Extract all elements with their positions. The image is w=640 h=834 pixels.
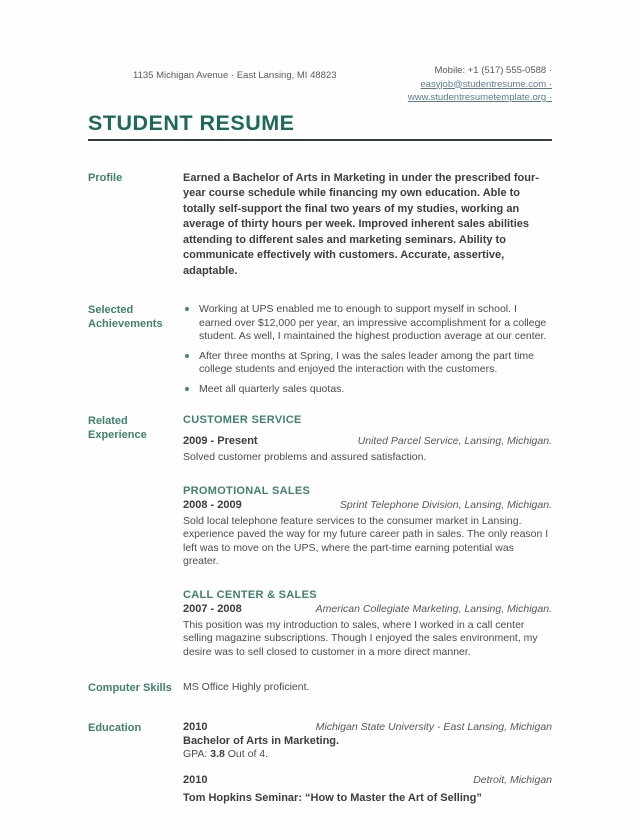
page-header xyxy=(88,64,552,105)
list-item xyxy=(183,350,552,377)
education-location: Detroit, Michigan xyxy=(473,774,552,786)
job-heading: CALL CENTER & SALES xyxy=(183,588,317,601)
title-divider xyxy=(88,139,552,141)
education-entries xyxy=(183,721,552,804)
profile-label: Profile xyxy=(88,171,123,184)
job-location: American Collegiate Marketing, Lansing, Michigan. xyxy=(315,602,552,615)
achievements-label: Selected Achievements xyxy=(88,304,163,330)
section-experience xyxy=(88,414,552,465)
computer-skills-label: Computer Skills xyxy=(88,682,172,694)
education-gpa xyxy=(183,748,552,760)
job-heading: PROMOTIONAL SALES xyxy=(183,484,311,497)
achievements-list xyxy=(183,303,552,402)
job-entry xyxy=(183,589,552,660)
address-line: 1135 Michigan Avenue · East Lansing, MI 48823 xyxy=(133,70,337,81)
gpa-suffix: Out of 4. xyxy=(224,748,269,760)
contact-block xyxy=(408,64,552,105)
section-education xyxy=(88,721,552,804)
education-degree: Bachelor of Arts in Marketing. xyxy=(183,735,340,747)
education-degree: Tom Hopkins Seminar: “How to Master the Art of Selling” xyxy=(183,792,482,804)
education-entry xyxy=(183,721,552,760)
job-date-row xyxy=(183,499,552,511)
education-year: 2010 xyxy=(183,721,208,733)
section-achievements xyxy=(88,303,552,402)
profile-text: Earned a Bachelor of Arts in Marketing in under the prescribed four-year course schedule while financing my own education. Able to totally self-support the final two years of my studies, working an average of thirty hours per week. Improved inherent sales abilities attending to different sales and marketing seminars. Ability to communicate effectively with customers. Accurate, assertive, adaptable. xyxy=(183,171,539,277)
achievement-text: After three months at Spring, I was the sales leader among the part time college students and enjoyed the interaction with the customers. xyxy=(199,349,535,375)
job-description: Sold local telephone feature services to the consumer market in Lansing. experience paved the way for my future career path in sales. The only reason I left was to move on the UPS, where the part-time earning potential was greater. xyxy=(183,514,549,567)
gpa-value: 3.8 xyxy=(210,748,225,760)
achievement-text: Meet all quarterly sales quotas. xyxy=(199,382,345,395)
page-title: STUDENT RESUME xyxy=(88,110,295,135)
section-computer-skills xyxy=(88,681,552,695)
job-date-row xyxy=(183,435,552,447)
computer-skills-text: MS Office Highly proficient. xyxy=(183,681,310,693)
education-label: Education xyxy=(88,722,142,734)
job-entry xyxy=(183,414,552,465)
section-profile xyxy=(88,171,552,280)
job-description: Solved customer problems and assured satisfaction. xyxy=(183,451,427,463)
education-entry xyxy=(183,774,552,804)
job-entry xyxy=(183,485,552,569)
education-location: Michigan State University - East Lansing, Michigan xyxy=(315,721,552,733)
job-description: This position was my introduction to sales, where I worked in a call center selling magazine subscriptions. Though I enjoyed the sales environment, my desire was to sell closed to customer in a more direct manner. xyxy=(183,618,538,658)
job-location: Sprint Telephone Division, Lansing, Michigan. xyxy=(339,498,552,511)
job-heading: CUSTOMER SERVICE xyxy=(183,414,302,426)
job-dates: 2008 - 2009 xyxy=(183,498,242,511)
experience-label: Related Experience xyxy=(88,415,147,441)
education-date-row xyxy=(183,774,552,786)
email-link[interactable]: easyjob@studentresume.com · xyxy=(420,78,552,90)
achievement-text: Working at UPS enabled me to enough to support myself in school. I earned over $12,000 per year, an impressive accomplishment for a college student. As well, I maintained the highest production average at our center. xyxy=(199,303,547,342)
bullet-icon xyxy=(185,354,189,358)
bullet-icon xyxy=(185,307,189,311)
website-link[interactable]: www.studentresumetemplate.org · xyxy=(407,92,552,103)
list-item xyxy=(183,383,552,397)
list-item xyxy=(183,303,552,344)
bullet-icon xyxy=(185,387,189,391)
education-date-row xyxy=(183,721,552,733)
mobile-line: Mobile: +1 (517) 555-0588 · xyxy=(434,65,552,76)
job-dates: 2009 - Present xyxy=(183,435,258,447)
education-year: 2010 xyxy=(183,774,208,786)
job-location: United Parcel Service, Lansing, Michigan. xyxy=(357,435,552,447)
job-date-row xyxy=(183,603,552,615)
gpa-prefix: GPA: xyxy=(183,748,211,760)
job-dates: 2007 - 2008 xyxy=(183,602,242,615)
